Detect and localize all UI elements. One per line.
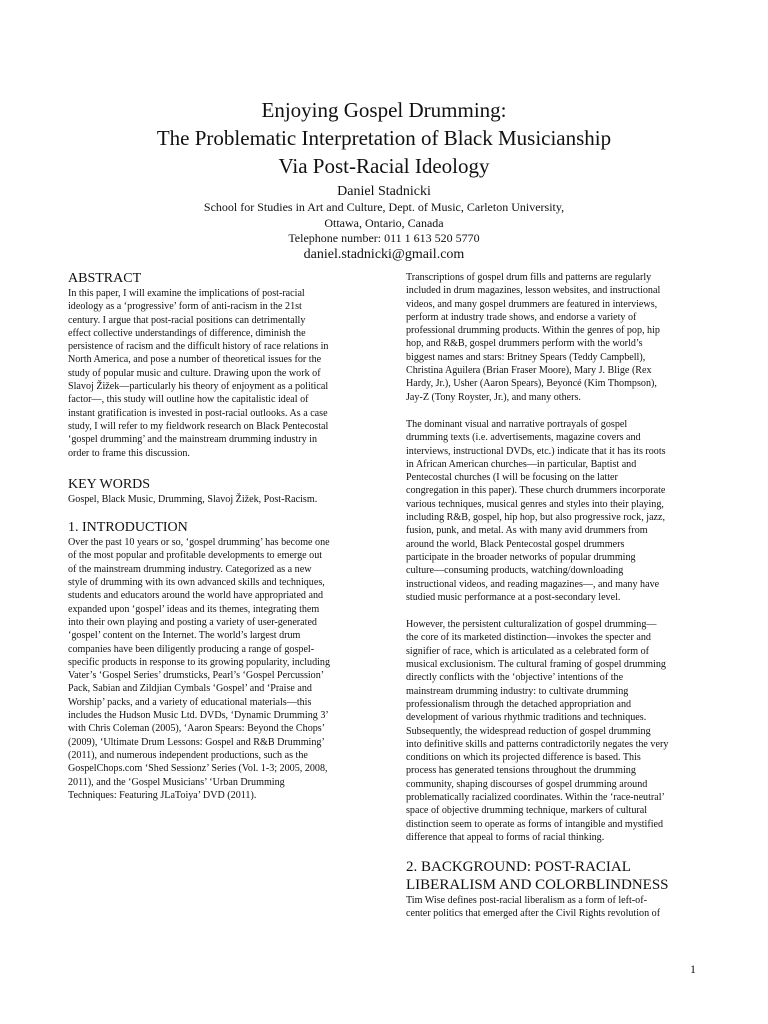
abstract-line: study of popular music and culture. Drawing upon the work of (68, 367, 321, 379)
body-line: including R&B, gospel, hip hop, but also progressive rock, jazz, (406, 512, 666, 524)
body-line: Tim Wise defines post-racial liberalism as a form of left-of- (406, 895, 647, 907)
body-line: culture—consuming products, watching/downloading (406, 565, 624, 577)
body-line: professional drumming products. Within the genres of pop, hip (406, 325, 660, 337)
abstract-line: instant gratification is invested in post-racial outlooks. As a case (68, 407, 328, 419)
body-line: The dominant visual and narrative portrayals of gospel (406, 418, 628, 430)
background-heading-line-2: LIBERALISM AND COLORBLINDNESS (406, 877, 669, 894)
body-line: musical exclusionism. The cultural framing of gospel drumming (406, 659, 666, 671)
body-line: included in drum magazines, lesson websites, and instructional (406, 285, 661, 297)
abstract-line: effect collective understandings of difference, diminish the (68, 327, 306, 339)
intro-line: ‘gospel’ content on the Internet. The world’s largest drum (68, 630, 301, 642)
telephone-line: Telephone number: 011 1 613 520 5770 (288, 231, 480, 245)
body-line: distinction seem to operate as forms of intangible and mystified (406, 818, 664, 830)
intro-line: of the mainstream drumming industry. Categorized as a new (68, 563, 312, 575)
paper-title-line-3: Via Post-Racial Ideology (278, 154, 490, 178)
body-line: Jay-Z (Tony Royster, Jr.), and many others. (406, 391, 581, 403)
body-line: conditions on which its projected difference is based. This (406, 752, 641, 764)
affiliation-line-1: School for Studies in Art and Culture, Dept. of Music, Carleton University, (203, 200, 565, 214)
introduction-heading: 1. INTRODUCTION (68, 520, 188, 536)
intro-line: Over the past 10 years or so, ‘gospel drumming’ has become one (68, 537, 330, 549)
body-line: Transcriptions of gospel drum fills and patterns are regularly (406, 272, 652, 283)
intro-line: (2009), ‘Ultimate Drum Lessons: Gospel and R&B Drumming’ (68, 736, 325, 748)
body-line: mainstream drumming industry: to cultivate drumming (406, 685, 629, 697)
body-line: studied music performance at a post-secondary level. (406, 591, 621, 603)
body-line: fusion, punk, and metal. As with many avid drummers from (406, 525, 648, 537)
title-block (0, 96, 768, 263)
body-line: Subsequently, the widespread reduction of gospel drumming (406, 725, 651, 737)
body-line: participate in the broader networks of popular drumming (406, 551, 636, 563)
right-paragraph-1 (406, 271, 702, 404)
intro-line: (2011), and numerous independent productions, such as the (68, 749, 308, 761)
intro-line: of the most popular and profitable developments to emerge out (68, 550, 323, 562)
body-line: signifier of race, which is articulated as a celebrated form of (406, 645, 649, 657)
body-line: problematically racialized coordinates. Within the ‘race-neutral’ (406, 791, 665, 803)
body-line: Pentecostal churches (I will be focusing on the latter (406, 472, 618, 484)
body-line: However, the persistent culturalization of gospel drumming— (406, 619, 657, 631)
abstract-line: ideology as a ‘progressive’ form of anti-racism in the 21st (68, 301, 302, 313)
body-line: process has generated tensions throughout the drumming (406, 765, 636, 777)
body-line: community, shaping discourses of gospel drumming around (406, 778, 648, 790)
body-line: into definitive skills and patterns contradictorily negates the very (406, 738, 669, 750)
abstract-line: study, I will refer to my fieldwork research on Black Pentecostal (68, 420, 329, 432)
intro-line: into their own playing and posting a variety of user-generated (68, 616, 317, 628)
intro-line: companies have been diligently producing a range of gospel- (68, 643, 315, 655)
body-line: Christina Aguilera (Brian Fraser Moore), Mary J. Blige (Rex (406, 365, 652, 377)
body-line: Hardy, Jr.), Usher (Aaron Spears), Beyoncé (Kim Thompson), (406, 378, 657, 390)
body-line: directly conflicts with the ‘objective’ intentions of the (406, 672, 624, 684)
body-line: various techniques, musical genres and styles into their playing, (406, 498, 664, 510)
body-line: center politics that emerged after the Civil Rights revolution of (406, 908, 661, 920)
intro-line: Vater’s ‘Gospel Series’ drumsticks, Pearl’s ‘Gospel Percussion’ (68, 670, 325, 682)
abstract-line: Slavoj Žižek—particularly his theory of enjoyment as a political (68, 381, 329, 393)
paper-title-line-2: The Problematic Interpretation of Black Musicianship (156, 126, 612, 150)
background-body (406, 894, 702, 921)
intro-line: expanded upon ‘gospel’ ideas and its themes, integrating them (68, 603, 320, 615)
body-line: space of objective drumming technique, markers of cultural (406, 805, 648, 817)
introduction-body (68, 536, 362, 802)
abstract-line: factor—, this study will outline how the capitalistic ideal of (68, 394, 309, 406)
author-name: Daniel Stadnicki (337, 184, 431, 199)
right-paragraph-3 (406, 618, 702, 844)
keywords-text: Gospel, Black Music, Drumming, Slavoj Žižek, Post-Racism. (68, 493, 318, 505)
paper-title-line-1: Enjoying Gospel Drumming: (261, 98, 507, 122)
intro-line: Pack, Sabian and Zildjian Cymbals ‘Gospel’ and ‘Praise and (68, 683, 312, 695)
intro-line: specific products in response to its growing popularity, including (68, 656, 331, 668)
body-line: professionalism through the detached appropriation and (406, 698, 632, 710)
page-number: 1 (690, 962, 696, 976)
abstract-line: order to frame this discussion. (68, 447, 190, 459)
affiliation-line-2: Ottawa, Ontario, Canada (324, 215, 444, 230)
body-line: hop, and R&B, gospel drummers perform with the world’s (406, 338, 643, 350)
keywords-heading: KEY WORDS (68, 476, 151, 492)
abstract-line: century. I argue that post-racial positions can detrimentally (68, 314, 306, 326)
intro-line: GospelChops.com ‘Shed Sessionz’ Series (Vol. 1-3; 2005, 2008, (68, 763, 328, 775)
intro-line: Techniques: Featuring JLaToiya’ DVD (2011). (68, 789, 257, 801)
body-line: the core of its marketed distinction—invokes the specter and (406, 632, 651, 644)
left-column (68, 271, 362, 802)
body-line: biggest names and stars: Britney Spears (Teddy Campbell), (406, 351, 646, 363)
body-line: drumming texts (i.e. advertisements, magazine covers and (406, 432, 641, 444)
right-paragraph-2 (406, 418, 702, 604)
body-line: instructional videos, and reading magazines—, and many have (406, 578, 660, 590)
intro-line: 2011), and the ‘Gospel Musicians’ ‘Urban Drumming (68, 776, 285, 788)
intro-line: students and educators around the world have appropriated and (68, 590, 324, 602)
abstract-line: ‘gospel drumming’ and the mainstream drumming industry in (68, 434, 318, 446)
intro-line: with Chris Coleman (2005), ‘Aaron Spears: Beyond the Chops’ (68, 723, 326, 735)
abstract-line: In this paper, I will examine the implications of post-racial (68, 288, 305, 299)
body-line: congregation in this paper). These church drummers incorporate (406, 485, 666, 497)
body-line: difference that appeal to forms of racial thinking. (406, 831, 605, 843)
body-line: around the world, Black Pentecostal gospel drummers (406, 538, 625, 550)
body-line: videos, and many gospel drummers are featured in interviews, (406, 298, 658, 310)
right-column (406, 271, 702, 921)
body-line: perform at industry trade shows, and endorse a variety of (406, 311, 637, 323)
background-heading-line-1: 2. BACKGROUND: POST-RACIAL (406, 859, 631, 876)
intro-line: Worship’ packs, and a variety of educational materials—this (68, 696, 312, 708)
abstract-line: persistence of racism and the difficult history of race relations in (68, 341, 329, 353)
body-line: interviews, instructional DVDs, etc.) indicate that it has its roots (406, 445, 666, 457)
abstract-body (68, 287, 362, 460)
abstract-line: North America, and pose a number of theoretical issues for the (68, 354, 322, 366)
body-line: in African American churches—in particular, Baptist and (406, 458, 637, 470)
author-email: daniel.stadnicki@gmail.com (303, 246, 465, 262)
abstract-heading: ABSTRACT (68, 271, 142, 286)
intro-line: includes the Hudson Music Ltd. DVDs, ‘Dynamic Drumming 3’ (68, 710, 329, 722)
body-line: development of various rhythmic traditions and techniques. (406, 712, 647, 724)
intro-line: style of drumming with its own advanced skills and techniques, (68, 577, 325, 589)
